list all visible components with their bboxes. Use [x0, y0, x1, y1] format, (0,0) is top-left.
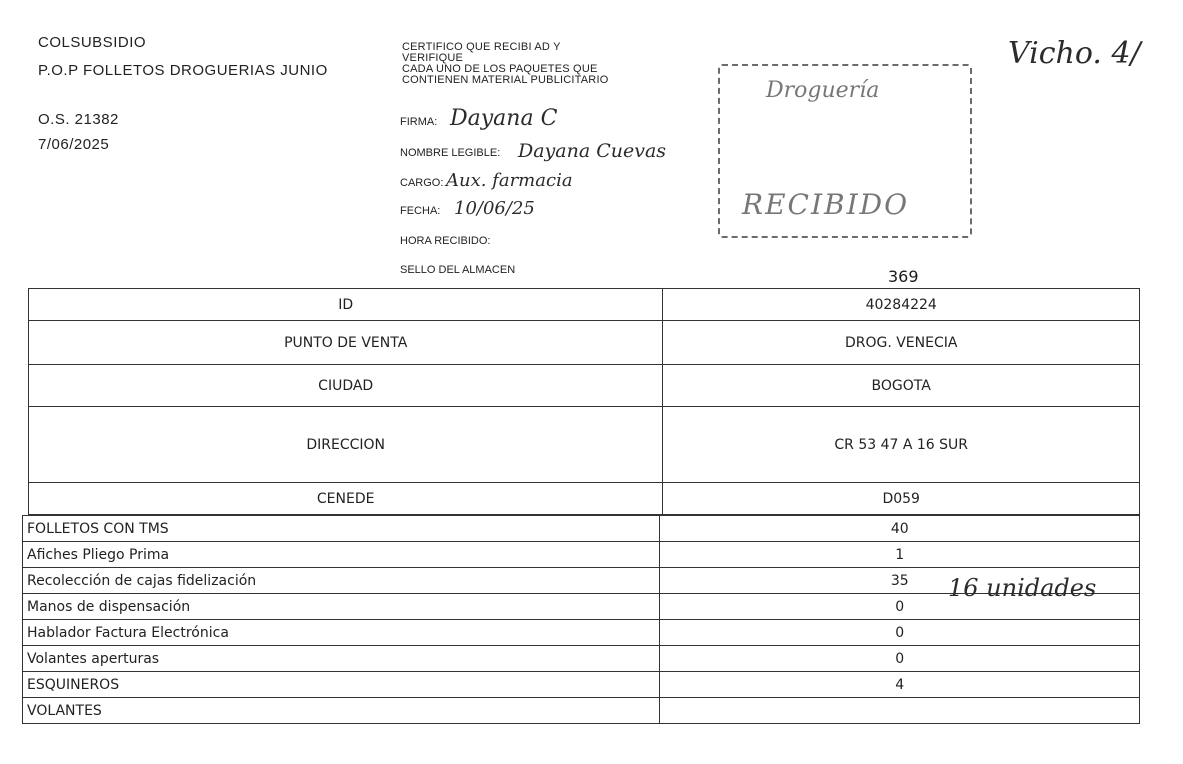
table-row: [29, 483, 1140, 515]
table-row: [29, 321, 1140, 365]
item-label: Manos de dispensación: [23, 594, 660, 620]
item-value: 40: [660, 516, 1140, 542]
certificate-line: CERTIFICO QUE RECIBI AD Y: [402, 41, 561, 53]
fecha-value: 10/06/25: [454, 198, 535, 219]
sheet-number: 369: [888, 267, 919, 286]
item-value: 1: [660, 542, 1140, 568]
campaign-title: P.O.P FOLLETOS DROGUERIAS JUNIO: [38, 62, 328, 79]
info-table: [28, 288, 1140, 515]
item-label: Recolección de cajas fidelización: [23, 568, 660, 594]
corner-handwritten-note: Vicho. 4/: [1008, 36, 1141, 71]
row-label: CENEDE: [29, 483, 663, 515]
items-table: [22, 515, 1140, 724]
firma-label: FIRMA:: [400, 116, 438, 128]
row-label: PUNTO DE VENTA: [29, 321, 663, 365]
order-number: O.S. 21382: [38, 111, 119, 128]
item-label: FOLLETOS CON TMS: [23, 516, 660, 542]
nombre-value: Dayana Cuevas: [518, 140, 667, 162]
item-label: Volantes aperturas: [23, 646, 660, 672]
table-row: [23, 698, 1140, 724]
item-label: VOLANTES: [23, 698, 660, 724]
table-row: [23, 620, 1140, 646]
item-label: Hablador Factura Electrónica: [23, 620, 660, 646]
cargo-label: CARGO:: [400, 177, 444, 189]
cargo-value: Aux. farmacia: [446, 170, 573, 191]
row-label: ID: [29, 289, 663, 321]
item-value: 0: [660, 646, 1140, 672]
certificate-line: CONTIENEN MATERIAL PUBLICITARIO: [402, 74, 609, 86]
table-row: [29, 365, 1140, 407]
handwritten-units-note: 16 unidades: [948, 574, 1097, 602]
row-value: 40284224: [663, 289, 1140, 321]
stamp-bottom-text: RECIBIDO: [742, 188, 910, 221]
row-value: CR 53 47 A 16 SUR: [663, 407, 1140, 483]
item-label: ESQUINEROS: [23, 672, 660, 698]
row-value: BOGOTA: [663, 365, 1140, 407]
row-value: D059: [663, 483, 1140, 515]
sello-label: SELLO DEL ALMACEN: [400, 264, 516, 276]
item-value: 35: [660, 568, 1140, 594]
table-row: [23, 542, 1140, 568]
row-label: CIUDAD: [29, 365, 663, 407]
table-row: [29, 407, 1140, 483]
table-row: [29, 289, 1140, 321]
item-label: Afiches Pliego Prima: [23, 542, 660, 568]
table-row: [23, 672, 1140, 698]
item-value: 0: [660, 620, 1140, 646]
item-value: [660, 698, 1140, 724]
order-date: 7/06/2025: [38, 136, 110, 153]
item-value: 4: [660, 672, 1140, 698]
row-value: DROG. VENECIA: [663, 321, 1140, 365]
fecha-label: FECHA:: [400, 205, 441, 217]
hora-label: HORA RECIBIDO:: [400, 235, 491, 247]
certificate-line: CADA UNO DE LOS PAQUETES QUE: [402, 63, 598, 75]
certificate-text: [402, 42, 608, 86]
store-stamp: [718, 64, 972, 238]
item-value: 0: [660, 594, 1140, 620]
company-name: COLSUBSIDIO: [38, 34, 147, 51]
nombre-label: NOMBRE LEGIBLE:: [400, 147, 501, 159]
table-row: [23, 516, 1140, 542]
table-row: [23, 646, 1140, 672]
certificate-line: VERIFIQUE: [402, 52, 464, 64]
firma-signature: Dayana C: [450, 106, 558, 131]
stamp-top-text: Droguería: [766, 78, 880, 103]
row-label: DIRECCION: [29, 407, 663, 483]
